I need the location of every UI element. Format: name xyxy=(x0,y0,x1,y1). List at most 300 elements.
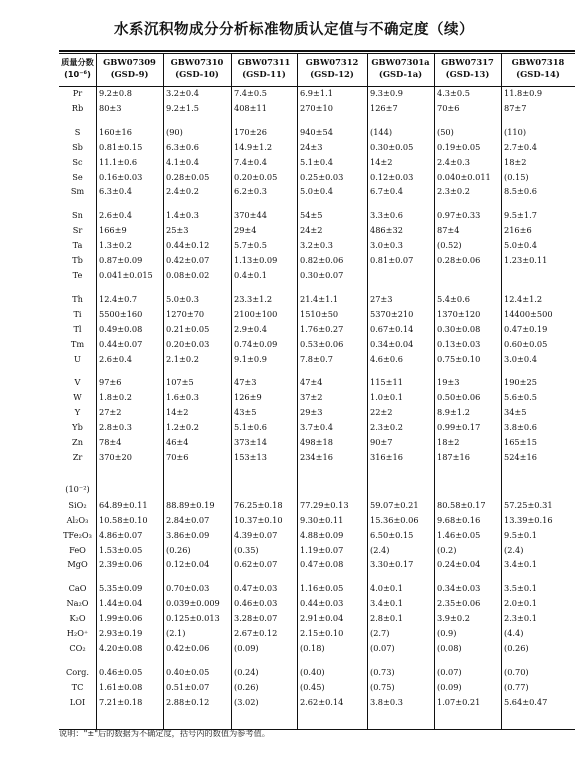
value-cell: 7.4±0.4 xyxy=(234,156,267,167)
value-cell: 270±10 xyxy=(300,102,333,113)
value-cell: (90) xyxy=(166,126,183,137)
value-cell: (2.1) xyxy=(166,628,186,639)
mass-fraction-label: 质量分数 xyxy=(61,57,94,67)
value-cell: 3.2±0.4 xyxy=(166,88,199,98)
value-cell: 0.47±0.08 xyxy=(300,559,344,570)
value-cell: 1.0±0.1 xyxy=(370,392,403,403)
value-cell: 2.8±0.1 xyxy=(370,613,403,624)
value-cell: 2.15±0.10 xyxy=(300,628,344,639)
table-row xyxy=(59,498,575,513)
value-cell: 1.61±0.08 xyxy=(99,681,143,692)
element-label: K₂O xyxy=(69,613,86,624)
value-cell: (4.4) xyxy=(504,628,524,639)
table-row xyxy=(59,140,575,155)
value-cell: 0.28±0.05 xyxy=(166,171,210,182)
table-row xyxy=(59,450,575,465)
value-cell: 373±14 xyxy=(234,437,267,448)
column-rule xyxy=(501,53,502,729)
element-label: Th xyxy=(72,293,83,304)
value-cell: 7.8±0.7 xyxy=(300,353,333,364)
column-rule xyxy=(231,53,232,729)
value-cell: 0.19±0.05 xyxy=(437,141,481,152)
column-sample-name: (GSD-1a) xyxy=(378,69,423,79)
value-cell: 0.041±0.015 xyxy=(99,269,153,280)
value-cell: (0.2) xyxy=(437,544,457,555)
element-label: S xyxy=(74,126,81,137)
value-cell: 0.51±0.07 xyxy=(166,681,210,692)
table-row xyxy=(59,528,575,543)
value-cell: 3.8±0.3 xyxy=(370,696,403,707)
value-cell: (0.70) xyxy=(504,666,529,677)
value-cell: 2.88±0.12 xyxy=(166,696,210,707)
column-sample-name: (GSD-10) xyxy=(175,69,219,79)
element-label: Sm xyxy=(70,186,85,197)
value-cell: 166±9 xyxy=(99,225,127,236)
value-cell: 0.125±0.013 xyxy=(166,613,220,624)
value-cell: (3.02) xyxy=(234,696,259,707)
value-cell: 2100±100 xyxy=(234,308,278,319)
value-cell: 5.1±0.4 xyxy=(300,156,333,167)
value-cell: 64.89±0.11 xyxy=(99,499,148,510)
value-cell: 6.3±0.4 xyxy=(99,186,132,197)
value-cell: 6.9±1.1 xyxy=(300,88,333,98)
spacer-row xyxy=(59,199,575,208)
spacer-row xyxy=(59,366,575,375)
value-cell: 29±4 xyxy=(234,225,257,236)
value-cell: 0.13±0.03 xyxy=(437,338,481,349)
table-row xyxy=(59,322,575,337)
table-row xyxy=(59,238,575,253)
column-rule xyxy=(297,53,298,729)
table-row xyxy=(59,155,575,170)
value-cell: 0.67±0.14 xyxy=(370,323,414,334)
value-cell: 5.4±0.6 xyxy=(437,293,470,304)
value-cell: 3.30±0.17 xyxy=(370,559,414,570)
value-cell: 370±44 xyxy=(234,210,267,221)
value-cell: 4.39±0.07 xyxy=(234,529,278,540)
value-cell: 0.30±0.05 xyxy=(370,141,414,152)
table-row xyxy=(59,405,575,420)
value-cell: 90±7 xyxy=(370,437,393,448)
element-label: U xyxy=(74,353,81,364)
value-cell: 2.67±0.12 xyxy=(234,628,278,639)
column-header-3 xyxy=(231,50,297,86)
value-cell: 3.28±0.07 xyxy=(234,613,278,624)
value-cell: 1.44±0.04 xyxy=(99,598,143,609)
table-row xyxy=(59,184,575,199)
value-cell: 408±11 xyxy=(234,102,267,113)
value-cell: 1.6±0.3 xyxy=(166,392,199,403)
value-cell: 1.3±0.2 xyxy=(99,240,132,251)
value-cell: 12.4±1.2 xyxy=(504,293,543,304)
value-cell: 0.62±0.07 xyxy=(234,559,278,570)
table-row xyxy=(59,435,575,450)
value-cell: 1.53±0.05 xyxy=(99,544,143,555)
value-cell: 6.7±0.4 xyxy=(370,186,403,197)
value-cell: (0.26) xyxy=(234,681,259,692)
value-cell: 6.2±0.3 xyxy=(234,186,267,197)
value-cell: 3.5±0.1 xyxy=(504,583,537,594)
value-cell: 0.75±0.10 xyxy=(437,353,481,364)
value-cell: 9.1±0.9 xyxy=(234,353,267,364)
column-rule xyxy=(163,53,164,729)
value-cell: 3.0±0.4 xyxy=(504,353,537,364)
value-cell: 1.07±0.21 xyxy=(437,696,481,707)
value-cell: 15.36±0.06 xyxy=(370,514,419,525)
table-row xyxy=(59,557,575,572)
value-cell: (0.26) xyxy=(166,544,191,555)
value-cell: 2.91±0.04 xyxy=(300,613,344,624)
value-cell: 2.4±0.2 xyxy=(166,186,199,197)
column-rule xyxy=(434,53,435,729)
element-label: Tb xyxy=(72,255,83,266)
value-cell: 14.9±1.2 xyxy=(234,141,273,152)
table-row xyxy=(59,101,575,116)
value-cell: 54±5 xyxy=(300,210,323,221)
value-cell: 23.3±1.2 xyxy=(234,293,273,304)
value-cell: 2.8±0.3 xyxy=(99,422,132,433)
element-label: Sb xyxy=(72,141,83,152)
element-label: Tl xyxy=(73,323,82,334)
value-cell: 2.7±0.4 xyxy=(504,141,537,152)
spacer-row xyxy=(59,465,575,480)
column-code: GBW07318 xyxy=(511,57,565,67)
value-cell: 24±2 xyxy=(300,225,323,236)
value-cell: (0.07) xyxy=(437,666,462,677)
element-label: TC xyxy=(71,681,84,692)
table-row xyxy=(59,665,575,680)
value-cell: 27±2 xyxy=(99,407,122,418)
value-cell: 3.8±0.6 xyxy=(504,422,537,433)
element-label: Se xyxy=(72,171,83,182)
value-cell xyxy=(434,268,501,283)
value-cell: 2.93±0.19 xyxy=(99,628,143,639)
element-label: Ta xyxy=(72,240,83,251)
value-cell: 5.64±0.47 xyxy=(504,696,548,707)
element-label: FeO xyxy=(69,544,86,555)
column-header-6 xyxy=(434,50,501,86)
element-label: MgO xyxy=(67,559,88,570)
element-label: Pr xyxy=(72,88,83,98)
value-cell: 0.44±0.07 xyxy=(99,338,143,349)
value-cell: 80.58±0.17 xyxy=(437,499,486,510)
value-cell: 0.16±0.03 xyxy=(99,171,143,182)
value-cell: 2.3±0.2 xyxy=(437,186,470,197)
value-cell: 0.34±0.04 xyxy=(370,338,414,349)
value-cell: 1.4±0.3 xyxy=(166,210,199,221)
value-cell: 4.86±0.07 xyxy=(99,529,143,540)
value-cell: 43±5 xyxy=(234,407,257,418)
value-cell: 190±25 xyxy=(504,377,537,388)
table-row xyxy=(59,641,575,656)
column-sample-name: (GSD-9) xyxy=(110,69,149,79)
spacer-row xyxy=(59,572,575,581)
value-cell: 0.81±0.07 xyxy=(370,255,414,266)
value-cell: 5.7±0.5 xyxy=(234,240,267,251)
mass-fraction-header xyxy=(59,50,96,86)
value-cell: 0.46±0.03 xyxy=(234,598,278,609)
value-cell: 0.28±0.06 xyxy=(437,255,481,266)
element-label: Ti xyxy=(73,308,82,319)
value-cell: 80±3 xyxy=(99,102,122,113)
value-cell: 0.81±0.15 xyxy=(99,141,143,152)
mass-fraction-unit: (10⁻⁶) xyxy=(64,69,91,79)
value-cell: 0.47±0.19 xyxy=(504,323,548,334)
value-cell: 47±4 xyxy=(300,377,323,388)
element-label: SiO₂ xyxy=(68,499,87,510)
table-row xyxy=(59,513,575,528)
value-cell: 78±4 xyxy=(99,437,122,448)
column-header-5 xyxy=(367,50,434,86)
value-cell: 0.040±0.011 xyxy=(437,171,491,182)
value-cell: 3.0±0.3 xyxy=(370,240,403,251)
column-rule xyxy=(96,53,97,729)
value-cell: (0.73) xyxy=(370,666,395,677)
value-cell: 18±2 xyxy=(504,156,527,167)
column-code: GBW07301a xyxy=(371,57,430,67)
column-header-2 xyxy=(163,50,231,86)
value-cell: 2.35±0.06 xyxy=(437,598,481,609)
value-cell: 0.30±0.08 xyxy=(437,323,481,334)
value-cell: 370±20 xyxy=(99,451,132,462)
value-cell: 21.4±1.1 xyxy=(300,293,339,304)
table-row xyxy=(59,611,575,626)
value-cell: (0.07) xyxy=(370,643,395,653)
value-cell: 1370±120 xyxy=(437,308,481,319)
value-cell: 0.47±0.03 xyxy=(234,583,278,594)
value-cell: 70±6 xyxy=(437,102,460,113)
value-cell: (0.18) xyxy=(300,643,325,653)
column-header-7 xyxy=(501,50,575,86)
value-cell: 14±2 xyxy=(370,156,393,167)
value-cell: 1270±70 xyxy=(166,308,205,319)
table-row xyxy=(59,420,575,435)
value-cell: 4.0±0.1 xyxy=(370,583,403,594)
value-cell: 0.97±0.33 xyxy=(437,210,481,221)
column-header-1 xyxy=(96,50,163,86)
value-cell: 126±7 xyxy=(370,102,398,113)
value-cell: 153±13 xyxy=(234,451,267,462)
value-cell: 59.07±0.21 xyxy=(370,499,419,510)
value-cell: 2.1±0.2 xyxy=(166,353,199,364)
value-cell: (0.35) xyxy=(234,544,259,555)
table-row xyxy=(59,352,575,367)
value-cell: 3.2±0.3 xyxy=(300,240,333,251)
value-cell: 107±5 xyxy=(166,377,194,388)
value-cell: 0.20±0.03 xyxy=(166,338,210,349)
value-cell: (2.7) xyxy=(370,628,390,639)
value-cell: 2.0±0.1 xyxy=(504,598,537,609)
column-code: GBW07317 xyxy=(441,57,494,67)
value-cell: (0.09) xyxy=(437,681,462,692)
value-cell: 0.49±0.08 xyxy=(99,323,143,334)
value-cell: 29±3 xyxy=(300,407,323,418)
value-cell: 14400±500 xyxy=(504,308,553,319)
element-label: Sc xyxy=(72,156,83,167)
spacer-row xyxy=(59,116,575,125)
table-row xyxy=(59,596,575,611)
column-code: GBW07311 xyxy=(237,57,291,67)
value-cell: (110) xyxy=(504,126,527,137)
element-label: Te xyxy=(72,269,83,280)
value-cell: 1.99±0.06 xyxy=(99,613,143,624)
value-cell: 8.9±1.2 xyxy=(437,407,470,418)
table-row xyxy=(59,223,575,238)
value-cell: 47±3 xyxy=(234,377,257,388)
value-cell: 0.21±0.05 xyxy=(166,323,210,334)
value-cell: 0.87±0.09 xyxy=(99,255,143,266)
element-label: Yb xyxy=(72,422,83,433)
value-cell: 5.0±0.4 xyxy=(504,240,537,251)
value-cell: (2.4) xyxy=(370,544,390,555)
value-cell: 1510±50 xyxy=(300,308,339,319)
value-cell: 3.4±0.1 xyxy=(504,559,537,570)
table-row xyxy=(59,125,575,140)
value-cell: 2.84±0.07 xyxy=(166,514,210,525)
element-label: Corg. xyxy=(66,666,89,677)
value-cell: 0.42±0.07 xyxy=(166,255,210,266)
value-cell: 3.86±0.09 xyxy=(166,529,210,540)
value-cell: 0.25±0.03 xyxy=(300,171,344,182)
value-cell: 0.42±0.06 xyxy=(166,643,210,653)
value-cell: (0.15) xyxy=(504,171,529,182)
value-cell: 2.39±0.06 xyxy=(99,559,143,570)
element-label: H₂O⁺ xyxy=(66,628,89,639)
value-cell: 0.24±0.04 xyxy=(437,559,481,570)
value-cell: 0.08±0.02 xyxy=(166,269,210,280)
value-cell: (2.4) xyxy=(504,544,524,555)
value-cell: 160±16 xyxy=(99,126,132,137)
column-rule xyxy=(367,53,368,729)
value-cell: 0.50±0.06 xyxy=(437,392,481,403)
value-cell: 0.46±0.05 xyxy=(99,666,143,677)
value-cell: 5.0±0.3 xyxy=(166,293,199,304)
table-row xyxy=(59,253,575,268)
table-row xyxy=(59,390,575,405)
value-cell: (0.26) xyxy=(504,643,529,653)
value-cell: 6.3±0.6 xyxy=(166,141,199,152)
value-cell: 2.3±0.1 xyxy=(504,613,537,624)
value-cell: 940±54 xyxy=(300,126,333,137)
value-cell: (0.45) xyxy=(300,681,325,692)
column-code: GBW07310 xyxy=(170,57,224,67)
value-cell: 5500±160 xyxy=(99,308,143,319)
value-cell: (144) xyxy=(370,126,393,137)
value-cell: 9.68±0.16 xyxy=(437,514,481,525)
value-cell: (0.9) xyxy=(437,628,457,639)
value-cell: 9.2±1.5 xyxy=(166,102,199,113)
value-cell: 1.2±0.2 xyxy=(166,422,199,433)
value-cell: 8.5±0.6 xyxy=(504,186,537,197)
spacer-row xyxy=(59,656,575,665)
value-cell: 486±32 xyxy=(370,225,403,236)
value-cell: 13.39±0.16 xyxy=(504,514,553,525)
value-cell: 25±3 xyxy=(166,225,189,236)
value-cell: 14±2 xyxy=(166,407,189,418)
element-label: V xyxy=(74,377,81,388)
value-cell xyxy=(501,268,575,283)
table-row xyxy=(59,337,575,352)
element-label: Zr xyxy=(72,451,83,462)
value-cell: 5.0±0.4 xyxy=(300,186,333,197)
value-cell: 5.6±0.5 xyxy=(504,392,537,403)
value-cell: 2.4±0.3 xyxy=(437,156,470,167)
column-sample-name: (GSD-13) xyxy=(445,69,490,79)
value-cell: 12.4±0.7 xyxy=(99,293,138,304)
element-label: Rb xyxy=(71,102,84,113)
table-row xyxy=(59,375,575,390)
value-cell: 9.5±1.7 xyxy=(504,210,537,221)
table-row xyxy=(59,307,575,322)
page-title: 水系沉积物成分分析标准物质认定值与不确定度（续） xyxy=(114,22,474,38)
table-note: 说明："±"后的数据为不确定度，括号内的数值为参考值。 xyxy=(59,728,270,738)
column-sample-name: (GSD-12) xyxy=(310,69,354,79)
value-cell: 76.25±0.18 xyxy=(234,499,283,510)
value-cell: 115±11 xyxy=(370,377,403,388)
value-cell: 0.12±0.04 xyxy=(166,559,210,570)
value-cell: 4.1±0.4 xyxy=(166,156,199,167)
unit-row xyxy=(59,480,575,498)
element-label: Zn xyxy=(72,437,83,448)
element-label: Na₂O xyxy=(66,598,89,609)
value-cell: 10.37±0.10 xyxy=(234,514,283,525)
value-cell: 0.12±0.03 xyxy=(370,171,414,182)
value-cell: 234±16 xyxy=(300,451,333,462)
element-label: CaO xyxy=(68,583,87,594)
value-cell: 170±26 xyxy=(234,126,267,137)
value-cell: 498±18 xyxy=(300,437,333,448)
value-cell: 2.6±0.4 xyxy=(99,353,132,364)
value-cell: 1.13±0.09 xyxy=(234,255,278,266)
table-row xyxy=(59,268,575,283)
value-cell: 7.21±0.18 xyxy=(99,696,143,707)
value-cell: (0.40) xyxy=(300,666,325,677)
column-header-4 xyxy=(297,50,367,86)
value-cell: 10.58±0.10 xyxy=(99,514,148,525)
value-cell: 11.8±0.9 xyxy=(504,88,543,98)
value-cell: 0.74±0.09 xyxy=(234,338,278,349)
value-cell: (0.09) xyxy=(234,643,259,653)
value-cell: 22±2 xyxy=(370,407,393,418)
value-cell: 5.1±0.6 xyxy=(234,422,267,433)
value-cell: 1.23±0.11 xyxy=(504,255,548,266)
value-cell: 4.3±0.5 xyxy=(437,88,470,98)
value-cell: 9.3±0.9 xyxy=(370,88,403,98)
value-cell: 70±6 xyxy=(166,451,189,462)
element-label: CO₂ xyxy=(69,643,86,653)
value-cell: 216±6 xyxy=(504,225,532,236)
value-cell: 3.7±0.4 xyxy=(300,422,333,433)
value-cell: 9.30±0.11 xyxy=(300,514,344,525)
value-cell: 0.34±0.03 xyxy=(437,583,481,594)
column-sample-name: (GSD-14) xyxy=(516,69,560,79)
value-cell: 87±4 xyxy=(437,225,460,236)
table-row xyxy=(59,543,575,558)
value-cell: (0.08) xyxy=(437,643,462,653)
value-cell: 3.3±0.6 xyxy=(370,210,403,221)
value-cell: 34±5 xyxy=(504,407,527,418)
value-cell: 11.1±0.6 xyxy=(99,156,138,167)
value-cell: 87±7 xyxy=(504,102,527,113)
value-cell: 0.99±0.17 xyxy=(437,422,481,433)
value-cell: 9.5±0.1 xyxy=(504,529,537,540)
value-cell: 7.4±0.5 xyxy=(234,88,267,98)
column-code: GBW07309 xyxy=(103,57,156,67)
value-cell: 77.29±0.13 xyxy=(300,499,349,510)
element-label: W xyxy=(73,392,82,403)
value-cell: 4.20±0.08 xyxy=(99,643,143,653)
value-cell: 1.16±0.05 xyxy=(300,583,344,594)
